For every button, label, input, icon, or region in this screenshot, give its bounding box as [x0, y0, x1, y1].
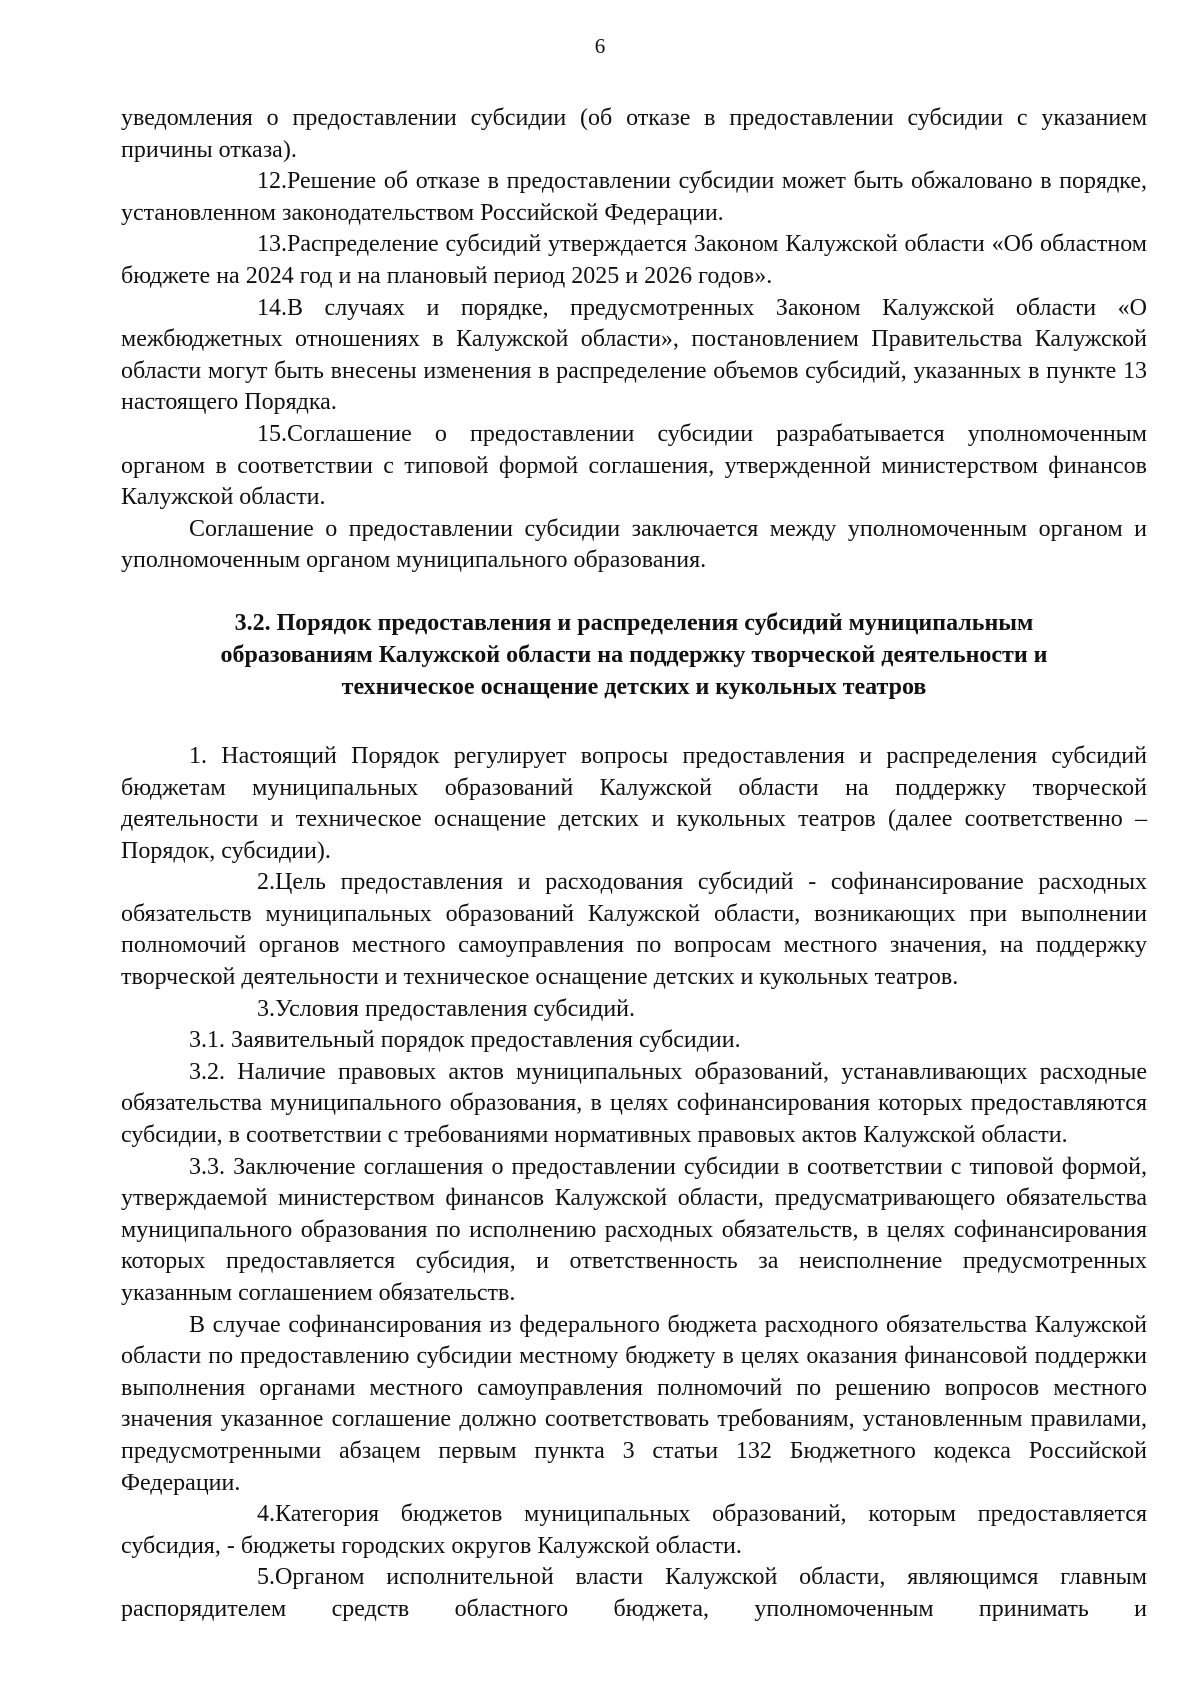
paragraph-continuation: [121, 103, 1147, 166]
paragraph-text: Условия предоставления субсидий.: [275, 995, 636, 1022]
paragraph-number: 2.: [257, 869, 275, 896]
paragraph-text: 3.3. Заключение соглашения о предоставлении субсидии в соответствии с типовой формой, утверждаемой министерством финансов Калужской области, предусматривающего обязательства муниципального образования по исполнению расходных обязательств, в целях софинансирования которых предоставляется субсидия, и ответственность за неисполнение предусмотренных указанным соглашением обязательств.: [121, 1153, 1147, 1306]
paragraph-text: Органом исполнительной власти Калужской области, являющимся главным распорядителем средств областного бюджета, уполномоченным принимать и: [121, 1564, 1147, 1622]
paragraph-item-3-2: [121, 1057, 1147, 1152]
paragraph-text: Соглашение о предоставлении субсидии заключается между уполномоченным органом и уполномоченным органом муниципального образования.: [121, 515, 1147, 574]
document-body: [121, 103, 1147, 1626]
paragraph-13: [121, 229, 1147, 292]
paragraph-15: [121, 419, 1147, 514]
paragraph-number: 5.: [257, 1564, 275, 1591]
paragraph-14: [121, 293, 1147, 419]
paragraph-text: 3.1. Заявительный порядок предоставления субсидии.: [189, 1027, 741, 1054]
section-heading: [121, 607, 1147, 703]
paragraph-number: 15.: [257, 420, 287, 447]
paragraph-text: Категория бюджетов муниципальных образований, которым предоставляется субсидия, - бюджеты городских округов Калужской области.: [121, 1501, 1147, 1559]
paragraph-text: уведомления о предоставлении субсидии (об отказе в предоставлении субсидии с указанием причины отказа).: [121, 105, 1147, 163]
paragraph-item-3: [121, 994, 1147, 1026]
section-heading-line: образованиям Калужской области на поддержку творческой деятельности и: [220, 641, 1048, 668]
paragraph-item-5: [121, 1562, 1147, 1625]
paragraph-number: 12.: [257, 168, 287, 195]
paragraph-text: Соглашение о предоставлении субсидии разрабатывается уполномоченным органом в соответствии с типовой формой соглашения, утвержденной министерством финансов Калужской области.: [121, 420, 1147, 511]
paragraph-text: Цель предоставления и расходования субсидий - софинансирование расходных обязательств муниципальных образований Калужской области, возникающих при выполнении полномочий органов местного самоуправления по вопросам местного значения, на поддержку творческой деятельности и техническое оснащение детских и кукольных театров.: [121, 869, 1147, 991]
section-heading-line: техническое оснащение детских и кукольных театров: [341, 673, 927, 700]
paragraph-number: 3.: [257, 995, 275, 1022]
paragraph-item-3-1: [121, 1025, 1147, 1057]
paragraph-item-4: [121, 1499, 1147, 1562]
paragraph-number: 4.: [257, 1501, 275, 1528]
section-heading-line: 3.2. Порядок предоставления и распределения субсидий муниципальным: [234, 609, 1034, 636]
paragraph-text: В случаях и порядке, предусмотренных Законом Калужской области «О межбюджетных отношениях в Калужской области», постановлением Правительства Калужской области могут быть внесены изменения в распределение объемов субсидий, указанных в пункте 13 настоящего Порядка.: [121, 294, 1147, 416]
paragraph-15-continued: [121, 514, 1147, 577]
page-number: 6: [594, 34, 606, 58]
paragraph-text: Решение об отказе в предоставлении субсидии может быть обжаловано в порядке, установленном законодательством Российской Федерации.: [121, 168, 1147, 226]
paragraph-text: Распределение субсидий утверждается Законом Калужской области «Об областном бюджете на 2024 год и на плановый период 2025 и 2026 годов».: [121, 231, 1147, 289]
paragraph-item-3-3: [121, 1152, 1147, 1310]
paragraph-text: В случае софинансирования из федерального бюджета расходного обязательства Калужской области по предоставлению субсидии местному бюджету в целях оказания финансовой поддержки выполнения органами местного самоуправления полномочий по решению вопросов местного значения указанное соглашение должно соответствовать требованиям, установленным правилами, предусмотренными абзацем первым пункта 3 статьи 132 Бюджетного кодекса Российской Федерации.: [121, 1311, 1147, 1496]
paragraph-item-1: [121, 741, 1147, 867]
paragraph-text: 3.2. Наличие правовых актов муниципальных образований, устанавливающих расходные обязательства муниципального образования, в целях софинансирования которых предоставляются субсидии, в соответствии с требованиями нормативных правовых актов Калужской области.: [121, 1058, 1147, 1149]
paragraph-text: 1. Настоящий Порядок регулирует вопросы предоставления и распределения субсидий бюджетам муниципальных образований Калужской области на поддержку творческой деятельности и техническое оснащение детских и кукольных театров (далее соответственно – Порядок, субсидии).: [121, 742, 1147, 864]
paragraph-number: 14.: [257, 294, 287, 321]
paragraph-item-2: [121, 867, 1147, 993]
paragraph-number: 13.: [257, 231, 287, 258]
paragraph-item-3-3-continued: [121, 1310, 1147, 1500]
paragraph-12: [121, 166, 1147, 229]
